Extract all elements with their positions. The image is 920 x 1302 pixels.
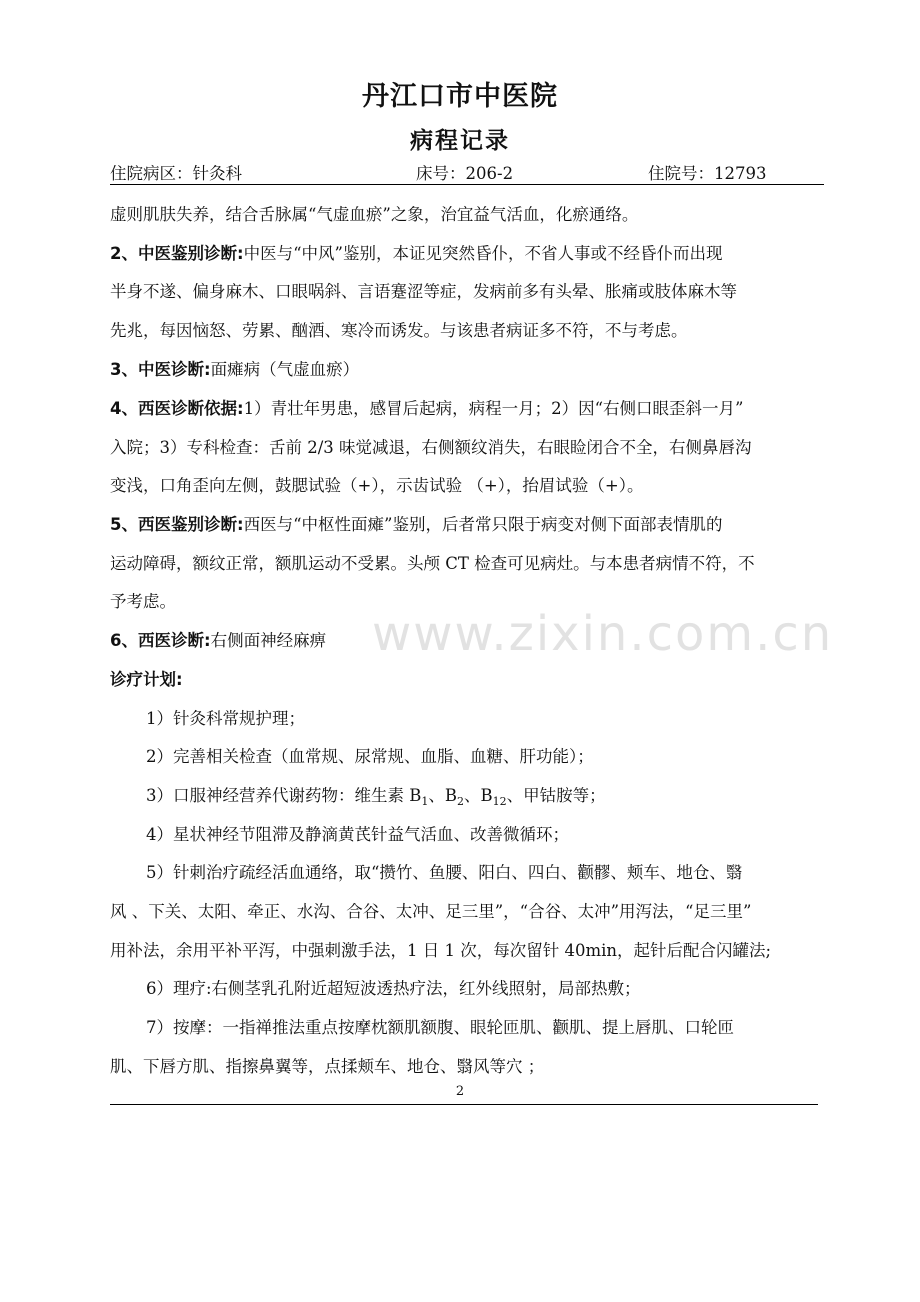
section-text: 西医与“中枢性面瘫”鉴别，后者常只限于病变对侧下面部表情肌的 [243,515,723,534]
footer-rule [110,1104,818,1105]
paragraph-line: 用补法，余用平补平泻，中强刺激手法，1 日 1 次，每次留针 40min，起针后配合闪罐法; [110,941,772,960]
section-text: 右侧面神经麻痹 [210,631,327,650]
section-heading: 2、中医鉴别诊断: [110,244,244,263]
section-heading: 6、西医诊断: [110,631,211,650]
section-text: 中医与“中风”鉴别，本证见突然昏仆，不省人事或不经昏仆而出现 [243,244,723,263]
paragraph-line: 运动障碍，额纹正常，额肌运动不受累。头颅 CT 检查可见病灶。与本患者病情不符，不 [110,554,755,573]
section-heading: 4、西医诊断依据: [110,399,244,418]
plan-item-7: 7）按摩：一指禅推法重点按摩枕额肌额腹、眼轮匝肌、颧肌、提上唇肌、口轮匝 [146,1018,734,1037]
header-rule [110,184,824,185]
section-western-differential [110,511,722,535]
bed-number-field: 床号：206-2 [416,164,514,183]
plan-heading-text: 诊疗计划: [110,670,183,689]
plan-item-6: 6）理疗:右侧茎乳孔附近超短波透热疗法，红外线照射，局部热敷； [146,979,641,998]
section-heading: 5、西医鉴别诊断: [110,515,244,534]
paragraph-line: 虚则肌肤失养，结合舌脉属“气虚血瘀”之象，治宜益气活血，化瘀通络。 [110,205,639,224]
section-western-basis [110,395,743,419]
document-title: 病程记录 [410,128,510,154]
paragraph-line: 变浅，口角歪向左侧，鼓腮试验（+），示齿试验 （+），抬眉试验（+）。 [110,476,644,495]
subscript: 12 [492,795,507,808]
subscript: 2 [457,795,465,808]
paragraph-line: 先兆，每因恼怒、劳累、酗酒、寒冷而诱发。与该患者病证多不符，不与考虑。 [110,321,688,340]
section-tcm-diagnosis [110,356,359,380]
plan-heading [110,666,183,690]
page-number: 2 [455,1084,465,1099]
subscript: 1 [421,795,429,808]
plan-item-4: 4）星状神经节阻滞及静滴黄芪针益气活血、改善微循环； [146,825,569,844]
admission-number-field: 住院号：12793 [648,164,767,183]
plan-item-3 [146,782,606,806]
section-western-diagnosis [110,627,326,651]
section-heading: 3、中医诊断: [110,360,211,379]
paragraph-line: 肌、下唇方肌、指擦鼻翼等，点揉颊车、地仓、翳风等穴 ； [110,1057,545,1076]
paragraph-line: 入院；3）专科检查：舌前 2/3 味觉减退，右侧额纹消失，右眼睑闭合不全，右侧鼻唇沟 [110,438,752,457]
plan-item-1: 1）针灸科常规护理； [146,709,305,728]
section-text: 面瘫病（气虚血瘀） [210,360,360,379]
plan3-suffix: 、甲钴胺等； [506,786,606,805]
plan3-mid: 、B [464,786,493,805]
plan-item-5: 5）针刺治疗疏经活血通络，取“攒竹、鱼腰、阳白、四白、颧髎、颊车、地仓、翳 [146,863,743,882]
paragraph-line: 风 、下关、太阳、牵正、水沟、合谷、太冲、足三里”，“合谷、太冲”用泻法，“足三里” [110,902,752,921]
section-tcm-differential [110,240,722,264]
plan3-prefix: 3）口服神经营养代谢药物：维生素 B [146,786,422,805]
watermark: www.zixin.com.cn [372,606,834,662]
ward-field: 住院病区：针灸科 [110,164,242,183]
paragraph-line: 予考虑。 [110,592,176,611]
section-text: 1）青壮年男患，感冒后起病，病程一月；2）因“右侧口眼歪斜一月” [243,399,744,418]
paragraph-line: 半身不遂、偏身麻木、口眼㖞斜、言语蹇涩等症，发病前多有头晕、胀痛或肢体麻木等 [110,282,737,301]
plan3-mid: 、B [428,786,458,805]
plan-item-2: 2）完善相关检查（血常规、尿常规、血脂、血糖、肝功能）； [146,747,594,766]
hospital-name: 丹江口市中医院 [362,81,558,112]
